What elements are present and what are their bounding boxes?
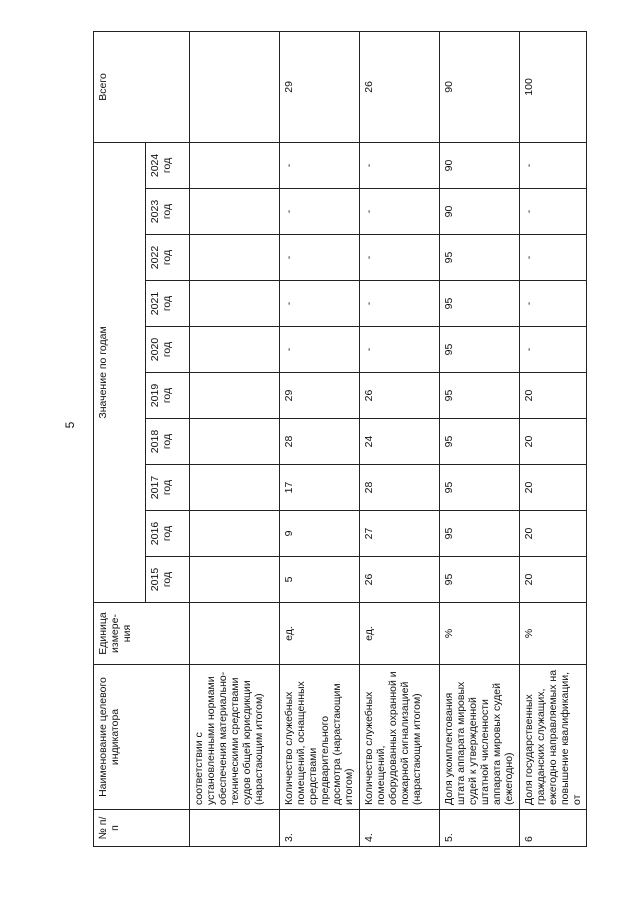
year-header: 2017 год (146, 465, 190, 511)
row-value (190, 419, 280, 465)
row-value (190, 373, 280, 419)
row-value: 90 (440, 142, 520, 188)
row-value: 95 (440, 557, 520, 603)
row-unit: % (440, 603, 520, 665)
year-header: 2022 год (146, 235, 190, 281)
row-value: - (520, 281, 587, 327)
row-value: - (520, 235, 587, 281)
row-no: 4. (360, 810, 440, 847)
header-unit: Единица измере-ния (94, 603, 190, 665)
row-indicator-name: Количество служебных помещений, оборудованных охранной и пожарной сигнализацией (нарастающим итогом) (360, 665, 440, 810)
row-value: 26 (360, 373, 440, 419)
row-total: 90 (440, 31, 520, 142)
row-value: 17 (280, 465, 360, 511)
row-value: 5 (280, 557, 360, 603)
row-value: 90 (440, 189, 520, 235)
year-header: 2024 год (146, 142, 190, 188)
row-value: - (280, 327, 360, 373)
row-value: 95 (440, 465, 520, 511)
table-row (280, 31, 360, 846)
year-header: 2021 год (146, 281, 190, 327)
row-value: - (360, 235, 440, 281)
row-value: 95 (440, 373, 520, 419)
row-value (190, 189, 280, 235)
row-value: - (360, 281, 440, 327)
row-unit: % (520, 603, 587, 665)
target-indicators-table (93, 31, 587, 847)
row-indicator-name: Доля укомплектования штата аппарата мировых судей к утвержденной штатной численности аппарата мировых судей (ежегодно) (440, 665, 520, 810)
row-unit: ед. (360, 603, 440, 665)
row-indicator-name: соответствии с установленными нормами обеспечения материально-техническими средствами судов общей юрисдикции (нарастающим итогом) (190, 665, 280, 810)
row-value (190, 465, 280, 511)
row-indicator-name: Доля государственных гражданских служащих, ежегодно направляемых на повышение квалификации, от (520, 665, 587, 810)
year-header: 2016 год (146, 511, 190, 557)
year-header: 2019 год (146, 373, 190, 419)
row-value: 27 (360, 511, 440, 557)
row-value: 20 (520, 465, 587, 511)
row-value: - (280, 235, 360, 281)
row-value: 9 (280, 511, 360, 557)
row-value: 20 (520, 557, 587, 603)
table-row (520, 31, 587, 846)
row-value (190, 142, 280, 188)
row-value (190, 281, 280, 327)
row-value (190, 235, 280, 281)
row-value: 20 (520, 511, 587, 557)
row-value: 20 (520, 419, 587, 465)
row-no: 3. (280, 810, 360, 847)
row-value: 95 (440, 419, 520, 465)
page-number: 5 (63, 421, 77, 429)
row-value (190, 327, 280, 373)
row-total (190, 31, 280, 142)
year-header: 2018 год (146, 419, 190, 465)
row-total: 29 (280, 31, 360, 142)
row-no: 6 (520, 810, 587, 847)
year-header: 2023 год (146, 189, 190, 235)
year-header: 2015 год (146, 557, 190, 603)
row-value: - (520, 142, 587, 188)
row-value: 20 (520, 373, 587, 419)
row-value (190, 557, 280, 603)
row-value: 95 (440, 511, 520, 557)
row-value: 95 (440, 281, 520, 327)
row-value: 95 (440, 327, 520, 373)
row-value: 29 (280, 373, 360, 419)
row-value: - (520, 327, 587, 373)
header-indicator-name: Наименование целевого индикатора (94, 665, 190, 810)
rotated-table-wrapper (93, 32, 584, 847)
row-value: 28 (360, 465, 440, 511)
row-value: 95 (440, 235, 520, 281)
header-total: Всего (94, 31, 190, 142)
row-value: - (360, 189, 440, 235)
row-value: - (360, 142, 440, 188)
row-no (190, 810, 280, 847)
row-value: 26 (360, 557, 440, 603)
header-no: № п/п (94, 810, 190, 847)
row-no: 5. (440, 810, 520, 847)
year-header: 2020 год (146, 327, 190, 373)
row-value: - (280, 189, 360, 235)
table-row (190, 31, 280, 846)
row-value: - (520, 189, 587, 235)
row-total: 26 (360, 31, 440, 142)
row-total: 100 (520, 31, 587, 142)
row-value (190, 511, 280, 557)
table-row (360, 31, 440, 846)
row-indicator-name: Количество служебных помещений, оснащенных средствами предварительного досмотра (нарастающим итогом) (280, 665, 360, 810)
table-row (440, 31, 520, 846)
row-value: 28 (280, 419, 360, 465)
row-unit (190, 603, 280, 665)
header-values-by-year: Значение по годам (94, 142, 146, 602)
row-value: - (280, 142, 360, 188)
row-value: - (280, 281, 360, 327)
row-value: 24 (360, 419, 440, 465)
row-value: - (360, 327, 440, 373)
row-unit: ед. (280, 603, 360, 665)
